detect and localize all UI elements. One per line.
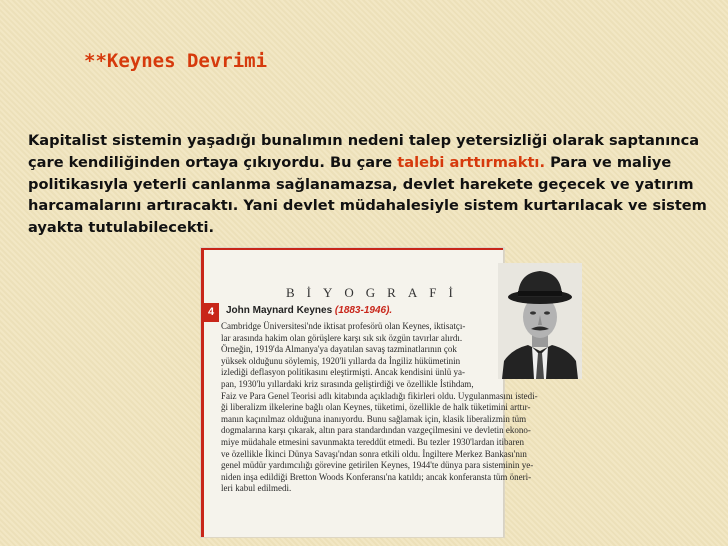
bio-line: ği liberalizm ilkelerine bağlı olan Keynes, tüketimi, özellikle de halk tüketimini arttır- (221, 402, 531, 413)
bio-line: pan, 1930'lu yıllardaki kriz sırasında geliştirdiği ve özellikle İstihdam, (221, 378, 474, 389)
biography-name (226, 305, 392, 316)
bio-line: yüksek olduğunu söylemiş, 1920'li yıllarda da İngiliz hükümetinin (221, 355, 461, 366)
bio-line: izlediği deflasyon politikasını eleştirmişti. Ancak kendisini ünlü ya- (221, 367, 465, 378)
bio-line: manın kaçınılmaz olduğuna inanıyordu. Bunu sağlamak için, klasik liberalizmin tüm (221, 413, 527, 424)
paragraph-text-1: Kapitalist sistemin yaşadığı bunalımın nedeni talep yetersizliği olarak saptanınca çare kendiliğinden ortaya çıkıyordu. Bu çare (28, 132, 700, 171)
paragraph-highlight: talebi arttırmaktı. (397, 153, 545, 171)
biography-text (221, 321, 538, 495)
keynes-portrait (498, 263, 582, 379)
bio-line: Örneğin, 1919'da Almanya'ya dayatılan savaş tazminatlarının çok (221, 344, 457, 355)
paragraph-text-2: Para ve maliye politikasıyla yeterli canlanma sağlanamazsa, devlet harekete geçecek ve yatırım harcamalarını artıracaktı. Yani devlet müdahalesiyle sistem kurtarılacak ve sistem ayakta tutulabilecekti. (28, 153, 707, 237)
biography-person-name: John Maynard Keynes (226, 305, 335, 316)
biography-number-badge: 4 (203, 303, 219, 322)
bio-line: dogmalarına karşı çıkarak, altın para standardından vazgeçilmesini ve devletin ekono- (221, 425, 531, 436)
bio-line: leri kabul edilmedi. (221, 483, 292, 494)
bio-line: genel müdür yardımcılığı görevine getirilen Keynes, 1944'te dünya para sisteminin ye- (221, 460, 534, 471)
bio-line: Faiz ve Para Genel Teorisi adlı kitabında açıkladığı fikirleri oldu. Uygulanmasını istedi- (221, 390, 538, 401)
bio-line: Cambridge Üniversitesi'nde iktisat profesörü olan Keynes, iktisatçı- (221, 321, 466, 331)
card-left-rule (201, 248, 204, 537)
slide-paragraph (28, 130, 708, 239)
bio-line: lar arasında hakim olan görüşlere karşı sık sık özgün tavırlar alırdı. (221, 332, 463, 343)
bio-line: miye müdahale etmesini savunmakta tereddüt etmedi. Bu tezler 1930'lardan itibaren (221, 436, 525, 447)
bio-line: ve özellikle İkinci Dünya Savaşı'ndan sonra etkili oldu. İngiltere Merkez Bankası'nın (221, 448, 527, 459)
biography-years: (1883-1946). (334, 305, 393, 316)
card-top-rule (201, 248, 503, 250)
portrait-image (498, 263, 582, 379)
bio-line: niden inşa edildiği Bretton Woods Konferansı'na katıldı; ancak konferansta tüm öneri- (221, 471, 532, 482)
slide-title: **Keynes Devrimi (84, 50, 268, 72)
biography-heading: BİYOGRAFİ (286, 285, 465, 300)
